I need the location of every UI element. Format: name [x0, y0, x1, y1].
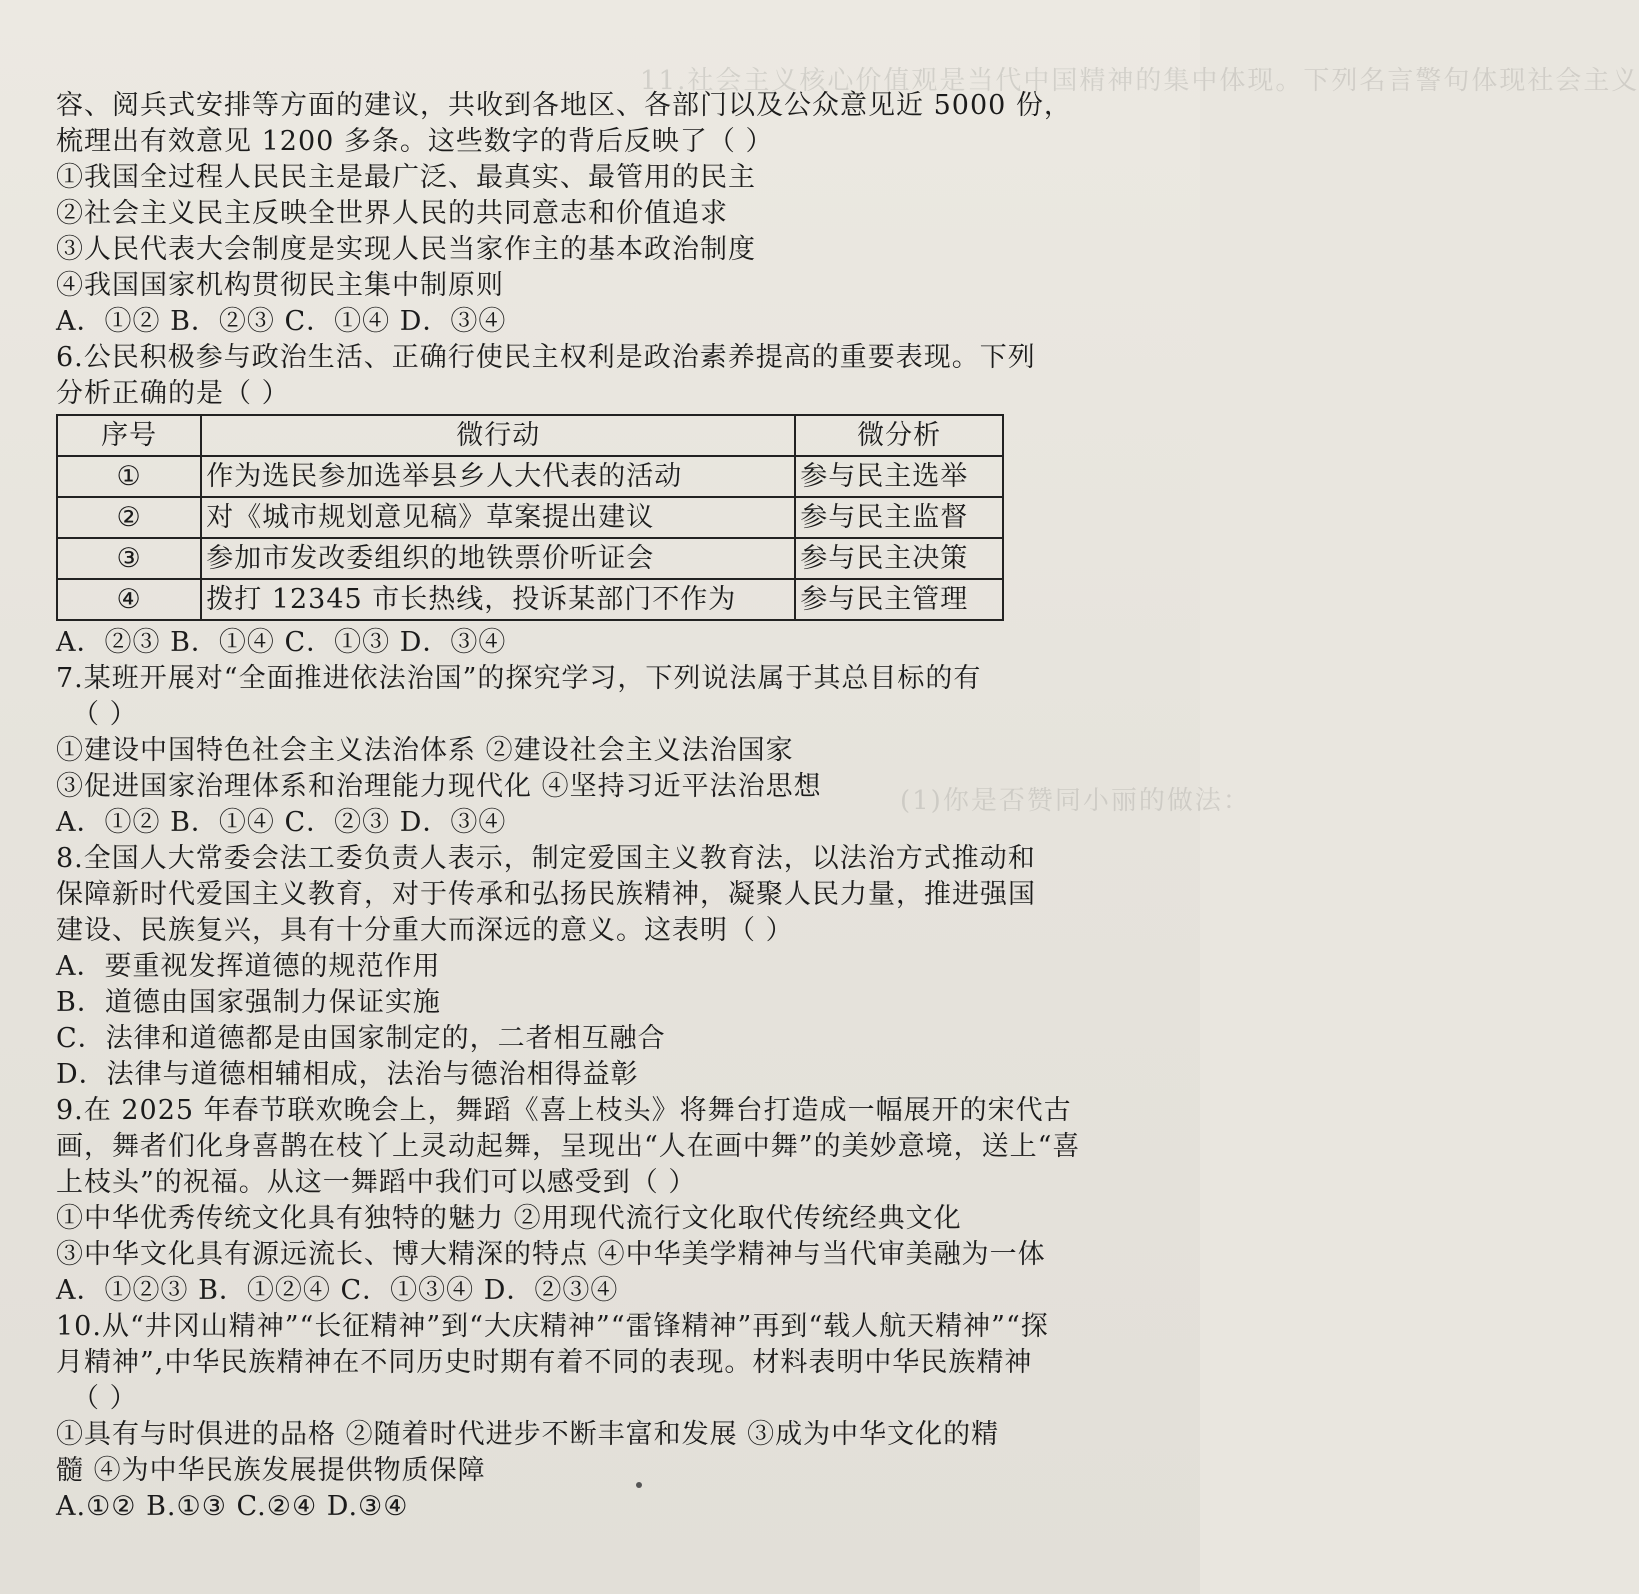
table-cell: 参与民主选举 — [795, 456, 1003, 497]
table-cell: 参与民主管理 — [795, 579, 1003, 620]
table-cell: 参与民主决策 — [795, 538, 1003, 579]
option-item: ③促进国家治理体系和治理能力现代化 ④坚持习近平法治思想 — [56, 771, 822, 802]
answer-choices: A．①② B．①④ C．②③ D．③④ — [56, 807, 507, 838]
table-header: 微行动 — [201, 415, 795, 456]
question-text: 建设、民族复兴，具有十分重大而深远的意义。这表明（ ） — [56, 915, 794, 946]
show-through-text: 11.社会主义核心价值观是当代中国精神的集中体现。下列名言警句体现社会主义 — [640, 66, 1639, 96]
option-item: D．法律与道德相辅相成，法治与德治相得益彰 — [56, 1059, 639, 1090]
question-6 — [56, 340, 1076, 661]
question-text: （ ） — [72, 699, 138, 730]
table-header-row — [57, 415, 1003, 456]
table-cell: 参加市发改委组织的地铁票价听证会 — [201, 538, 795, 579]
table-row — [57, 579, 1003, 620]
table-cell: 作为选民参加选举县乡人大代表的活动 — [201, 456, 795, 497]
question-9 — [56, 1093, 1081, 1309]
answer-choices: A．②③ B．①④ C．①③ D．③④ — [56, 627, 507, 658]
table-row — [57, 538, 1003, 579]
option-item: ③中华文化具有源远流长、博大精深的特点 ④中华美学精神与当代审美融为一体 — [56, 1239, 1046, 1270]
table-cell: 参与民主监督 — [795, 497, 1003, 538]
question-text: 保障新时代爱国主义教育，对于传承和弘扬民族精神，凝聚人民力量，推进强国 — [56, 879, 1036, 910]
table-cell: 拨打 12345 市长热线，投诉某部门不作为 — [201, 579, 795, 620]
question-10 — [56, 1309, 1076, 1525]
table-cell: ③ — [57, 538, 201, 579]
question-text: 6.公民积极参与政治生活、正确行使民主权利是政治素养提高的重要表现。下列 — [56, 342, 1036, 373]
answer-choices: A．①② B．②③ C．①④ D．③④ — [56, 306, 507, 337]
question-text: 9.在 2025 年春节联欢晚会上，舞蹈《喜上枝头》将舞台打造成一幅展开的宋代古 — [56, 1095, 1072, 1126]
question-text: 10.从“井冈山精神”“长征精神”到“大庆精神”“雷锋精神”再到“载人航天精神”“探 — [56, 1311, 1049, 1342]
table-cell: ④ — [57, 579, 201, 620]
ink-dot — [636, 1482, 642, 1488]
option-item: ①我国全过程人民民主是最广泛、最真实、最管用的民主 — [56, 162, 756, 193]
question-text: 分析正确的是（ ） — [56, 378, 290, 409]
table-cell: ① — [57, 456, 201, 497]
exam-content — [56, 88, 1081, 1525]
answer-choices: A.①② B.①③ C.②④ D.③④ — [56, 1491, 409, 1522]
table-row — [57, 456, 1003, 497]
table-row — [57, 497, 1003, 538]
question-text: 容、阅兵式安排等方面的建议，共收到各地区、各部门以及公众意见近 5000 份， — [56, 90, 1072, 121]
option-item: ①中华优秀传统文化具有独特的魅力 ②用现代流行文化取代传统经典文化 — [56, 1203, 962, 1234]
table-cell: 对《城市规划意见稿》草案提出建议 — [201, 497, 795, 538]
option-item: C．法律和道德都是由国家制定的，二者相互融合 — [56, 1023, 666, 1054]
option-item: 髓 ④为中华民族发展提供物质保障 — [56, 1455, 486, 1486]
option-item: ②社会主义民主反映全世界人民的共同意志和价值追求 — [56, 198, 728, 229]
question-7 — [56, 661, 1076, 841]
table-cell: ② — [57, 497, 201, 538]
question-text: 月精神”,中华民族精神在不同历史时期有着不同的表现。材料表明中华民族精神 — [56, 1347, 1033, 1378]
question-text: （ ） — [72, 1383, 138, 1414]
question-text: 梳理出有效意见 1200 多条。这些数字的背后反映了（ ） — [56, 126, 774, 157]
question-text: 7.某班开展对“全面推进依法治国”的探究学习，下列说法属于其总目标的有 — [56, 663, 982, 694]
table-header: 序号 — [57, 415, 201, 456]
question-5 — [56, 88, 1076, 340]
analysis-table — [56, 414, 1004, 621]
table-header: 微分析 — [795, 415, 1003, 456]
question-8 — [56, 841, 1076, 1093]
show-through-text: (1)你是否赞同小丽的做法： — [900, 786, 1251, 816]
option-item: B．道德由国家强制力保证实施 — [56, 987, 441, 1018]
option-item: ④我国国家机构贯彻民主集中制原则 — [56, 270, 504, 301]
option-item: ①建设中国特色社会主义法治体系 ②建设社会主义法治国家 — [56, 735, 794, 766]
option-item: A．要重视发挥道德的规范作用 — [56, 951, 441, 982]
question-text: 上枝头”的祝福。从这一舞蹈中我们可以感受到（ ） — [56, 1167, 697, 1198]
answer-choices: A．①②③ B．①②④ C．①③④ D．②③④ — [56, 1275, 619, 1306]
option-item: ③人民代表大会制度是实现人民当家作主的基本政治制度 — [56, 234, 756, 265]
question-text: 8.全国人大常委会法工委负责人表示，制定爱国主义教育法，以法治方式推动和 — [56, 843, 1036, 874]
option-item: ①具有与时俱进的品格 ②随着时代进步不断丰富和发展 ③成为中华文化的精 — [56, 1419, 1000, 1450]
question-text: 画，舞者们化身喜鹊在枝丫上灵动起舞，呈现出“人在画中舞”的美妙意境，送上“喜 — [56, 1131, 1081, 1162]
